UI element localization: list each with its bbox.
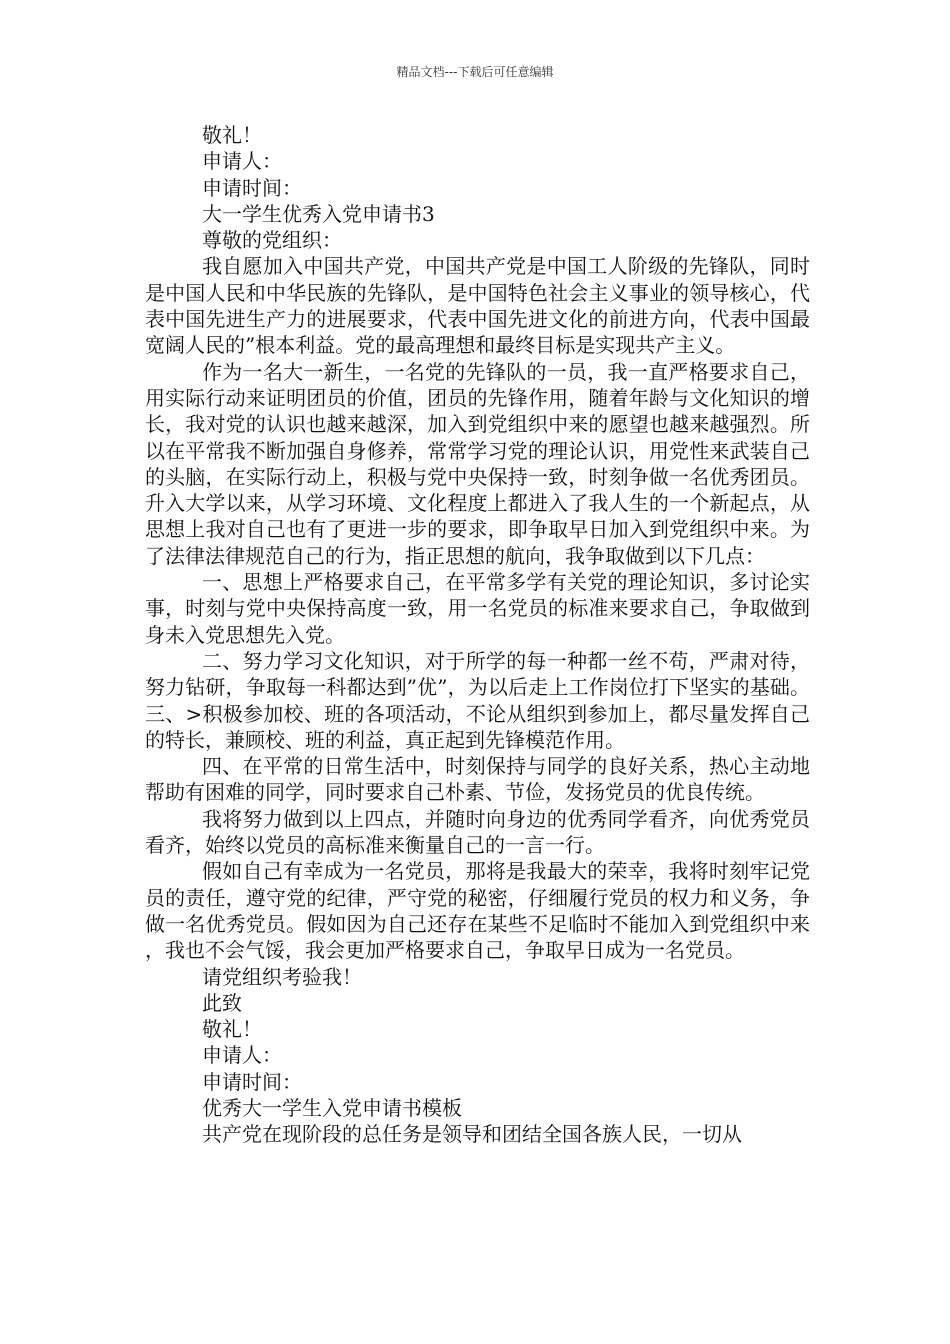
request-line: 请党组织考验我！ bbox=[202, 964, 362, 989]
body-paragraph: 作为一名大一新生，一名党的先锋队的一员，我一直严格要求自己，用实际行动来证明团员的价值，团员的先锋作用，随着年龄与文化知识的增长，我对党的认识也越来越深，加入到党组织中来的愿望也越来越强烈。所以在平常我不断加强自身修养，常常学习党的理论认识，用党性来武装自己的头脑，在实际行动上，积极与党中央保持一致，时刻争做一名优秀团员。升入大学以来，从学习环境、文化程度上都进入了我人生的一个新起点，从思想上我对自己也有了更进一步的要求，即争取早日加入到党组织中来。为了法律法律规范自己的行为，指正思想的航向，我争取做到以下几点： bbox=[145, 359, 810, 568]
application-date-line: 申请时间： bbox=[202, 175, 302, 200]
body-paragraph: 一、思想上严格要求自己，在平常多学有关党的理论知识，多讨论实事，时刻与党中央保持高度一致，用一名党员的标准来要求自己，争取做到身未入党思想先入党。 bbox=[145, 570, 810, 647]
body-paragraph: 假如自己有幸成为一名党员，那将是我最大的荣幸，我将时刻牢记党员的责任，遵守党的纪律，严守党的秘密，仔细履行党员的权力和义务，争做一名优秀党员。假如因为自己还存在某些不足临时不能加入到党组织中来，我也不会气馁，我会更加严格要求自己，争取早日成为一名党员。 bbox=[145, 859, 810, 963]
body-paragraph: 我自愿加入中国共产党，中国共产党是中国工人阶级的先锋队，同时是中国人民和中华民族的先锋队，是中国特色社会主义事业的领导核心，代表中国先进生产力的进展要求，代表中国先进文化的前进方向，代表中国最宽阔人民的”根本利益。党的最高理想和最终目标是实现共产主义。 bbox=[145, 254, 810, 358]
application-date-line: 申请时间： bbox=[202, 1069, 302, 1094]
applicant-line: 申请人： bbox=[202, 1043, 282, 1068]
closing-salute-line: 敬礼！ bbox=[202, 1017, 262, 1042]
page-header: 精品文档---下载后可任意编辑 bbox=[396, 65, 554, 79]
section-title: 大一学生优秀入党申请书3 bbox=[202, 201, 435, 226]
body-paragraph: 我将努力做到以上四点，并随时向身边的优秀同学看齐，向优秀党员看齐，始终以党员的高标准来衡量自己的一言一行。 bbox=[145, 806, 810, 858]
body-paragraph: 共产党在现阶段的总任务是领导和团结全国各族人民，一切从 bbox=[202, 1122, 742, 1147]
closing-salute-line: 敬礼！ bbox=[202, 123, 262, 147]
applicant-line: 申请人： bbox=[202, 149, 282, 174]
section-title: 优秀大一学生入党申请书模板 bbox=[202, 1095, 462, 1120]
closing-cizhi-line: 此致 bbox=[202, 990, 242, 1015]
document-body bbox=[145, 122, 810, 1148]
salutation-line: 尊敬的党组织： bbox=[202, 228, 342, 253]
body-paragraph: 四、在平常的日常生活中，时刻保持与同学的良好关系，热心主动地帮助有困难的同学，同时要求自己朴素、节俭，发扬党员的优良传统。 bbox=[145, 754, 810, 805]
body-paragraph: 二、努力学习文化知识，对于所学的每一种都一丝不苟，严肃对待，努力钻研，争取每一科都达到”优”，为以后走上工作岗位打下坚实的基础。三、>积极参加校、班的各项活动，不论从组织到参加上，都尽量发挥自己的特长，兼顾校、班的利益，真正起到先锋模范作用。 bbox=[145, 648, 810, 752]
